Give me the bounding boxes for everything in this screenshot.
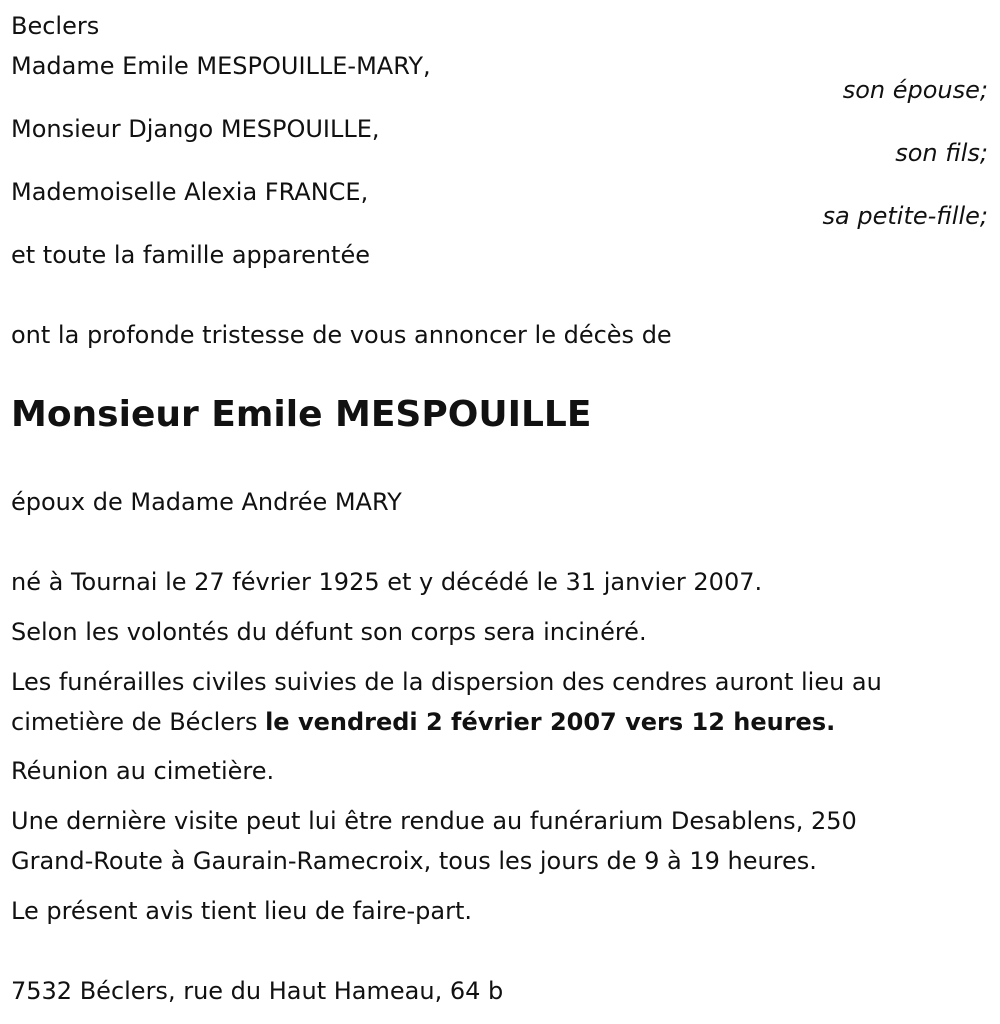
family-member-name: Monsieur Django MESPOUILLE, bbox=[11, 115, 380, 143]
family-member-name: Madame Emile MESPOUILLE-MARY, bbox=[11, 52, 431, 80]
announcement: ont la profonde tristesse de vous annoncer le décès de bbox=[11, 321, 672, 349]
visit-line-2: Grand-Route à Gaurain-Ramecroix, tous les jours de 9 à 19 heures. bbox=[11, 847, 817, 875]
funeral-location: cimetière de Béclers bbox=[11, 708, 266, 736]
meeting-line: Réunion au cimetière. bbox=[11, 757, 275, 785]
funeral-line-2 bbox=[11, 710, 835, 734]
family-member-relation: sa petite-fille; bbox=[822, 202, 988, 230]
notice-statement: Le présent avis tient lieu de faire-part. bbox=[11, 897, 473, 925]
cremation-line: Selon les volontés du défunt son corps sera incinéré. bbox=[11, 618, 647, 646]
visit-line-1: Une dernière visite peut lui être rendue au funérarium Desablens, 250 bbox=[11, 807, 857, 835]
place-header: Beclers bbox=[11, 12, 100, 40]
extended-family: et toute la famille apparentée bbox=[11, 241, 370, 269]
address: 7532 Béclers, rue du Haut Hameau, 64 b bbox=[11, 977, 504, 1005]
spouse-line: époux de Madame Andrée MARY bbox=[11, 488, 402, 516]
funeral-line-1: Les funérailles civiles suivies de la dispersion des cendres auront lieu au bbox=[11, 668, 882, 696]
family-member-relation: son fils; bbox=[895, 139, 988, 167]
family-member-name: Mademoiselle Alexia FRANCE, bbox=[11, 178, 369, 206]
family-member-relation: son épouse; bbox=[842, 76, 988, 104]
deceased-name: Monsieur Emile MESPOUILLE bbox=[11, 394, 592, 435]
birth-death-line: né à Tournai le 27 février 1925 et y décédé le 31 janvier 2007. bbox=[11, 568, 763, 596]
funeral-date: le vendredi 2 février 2007 vers 12 heures. bbox=[265, 708, 836, 736]
